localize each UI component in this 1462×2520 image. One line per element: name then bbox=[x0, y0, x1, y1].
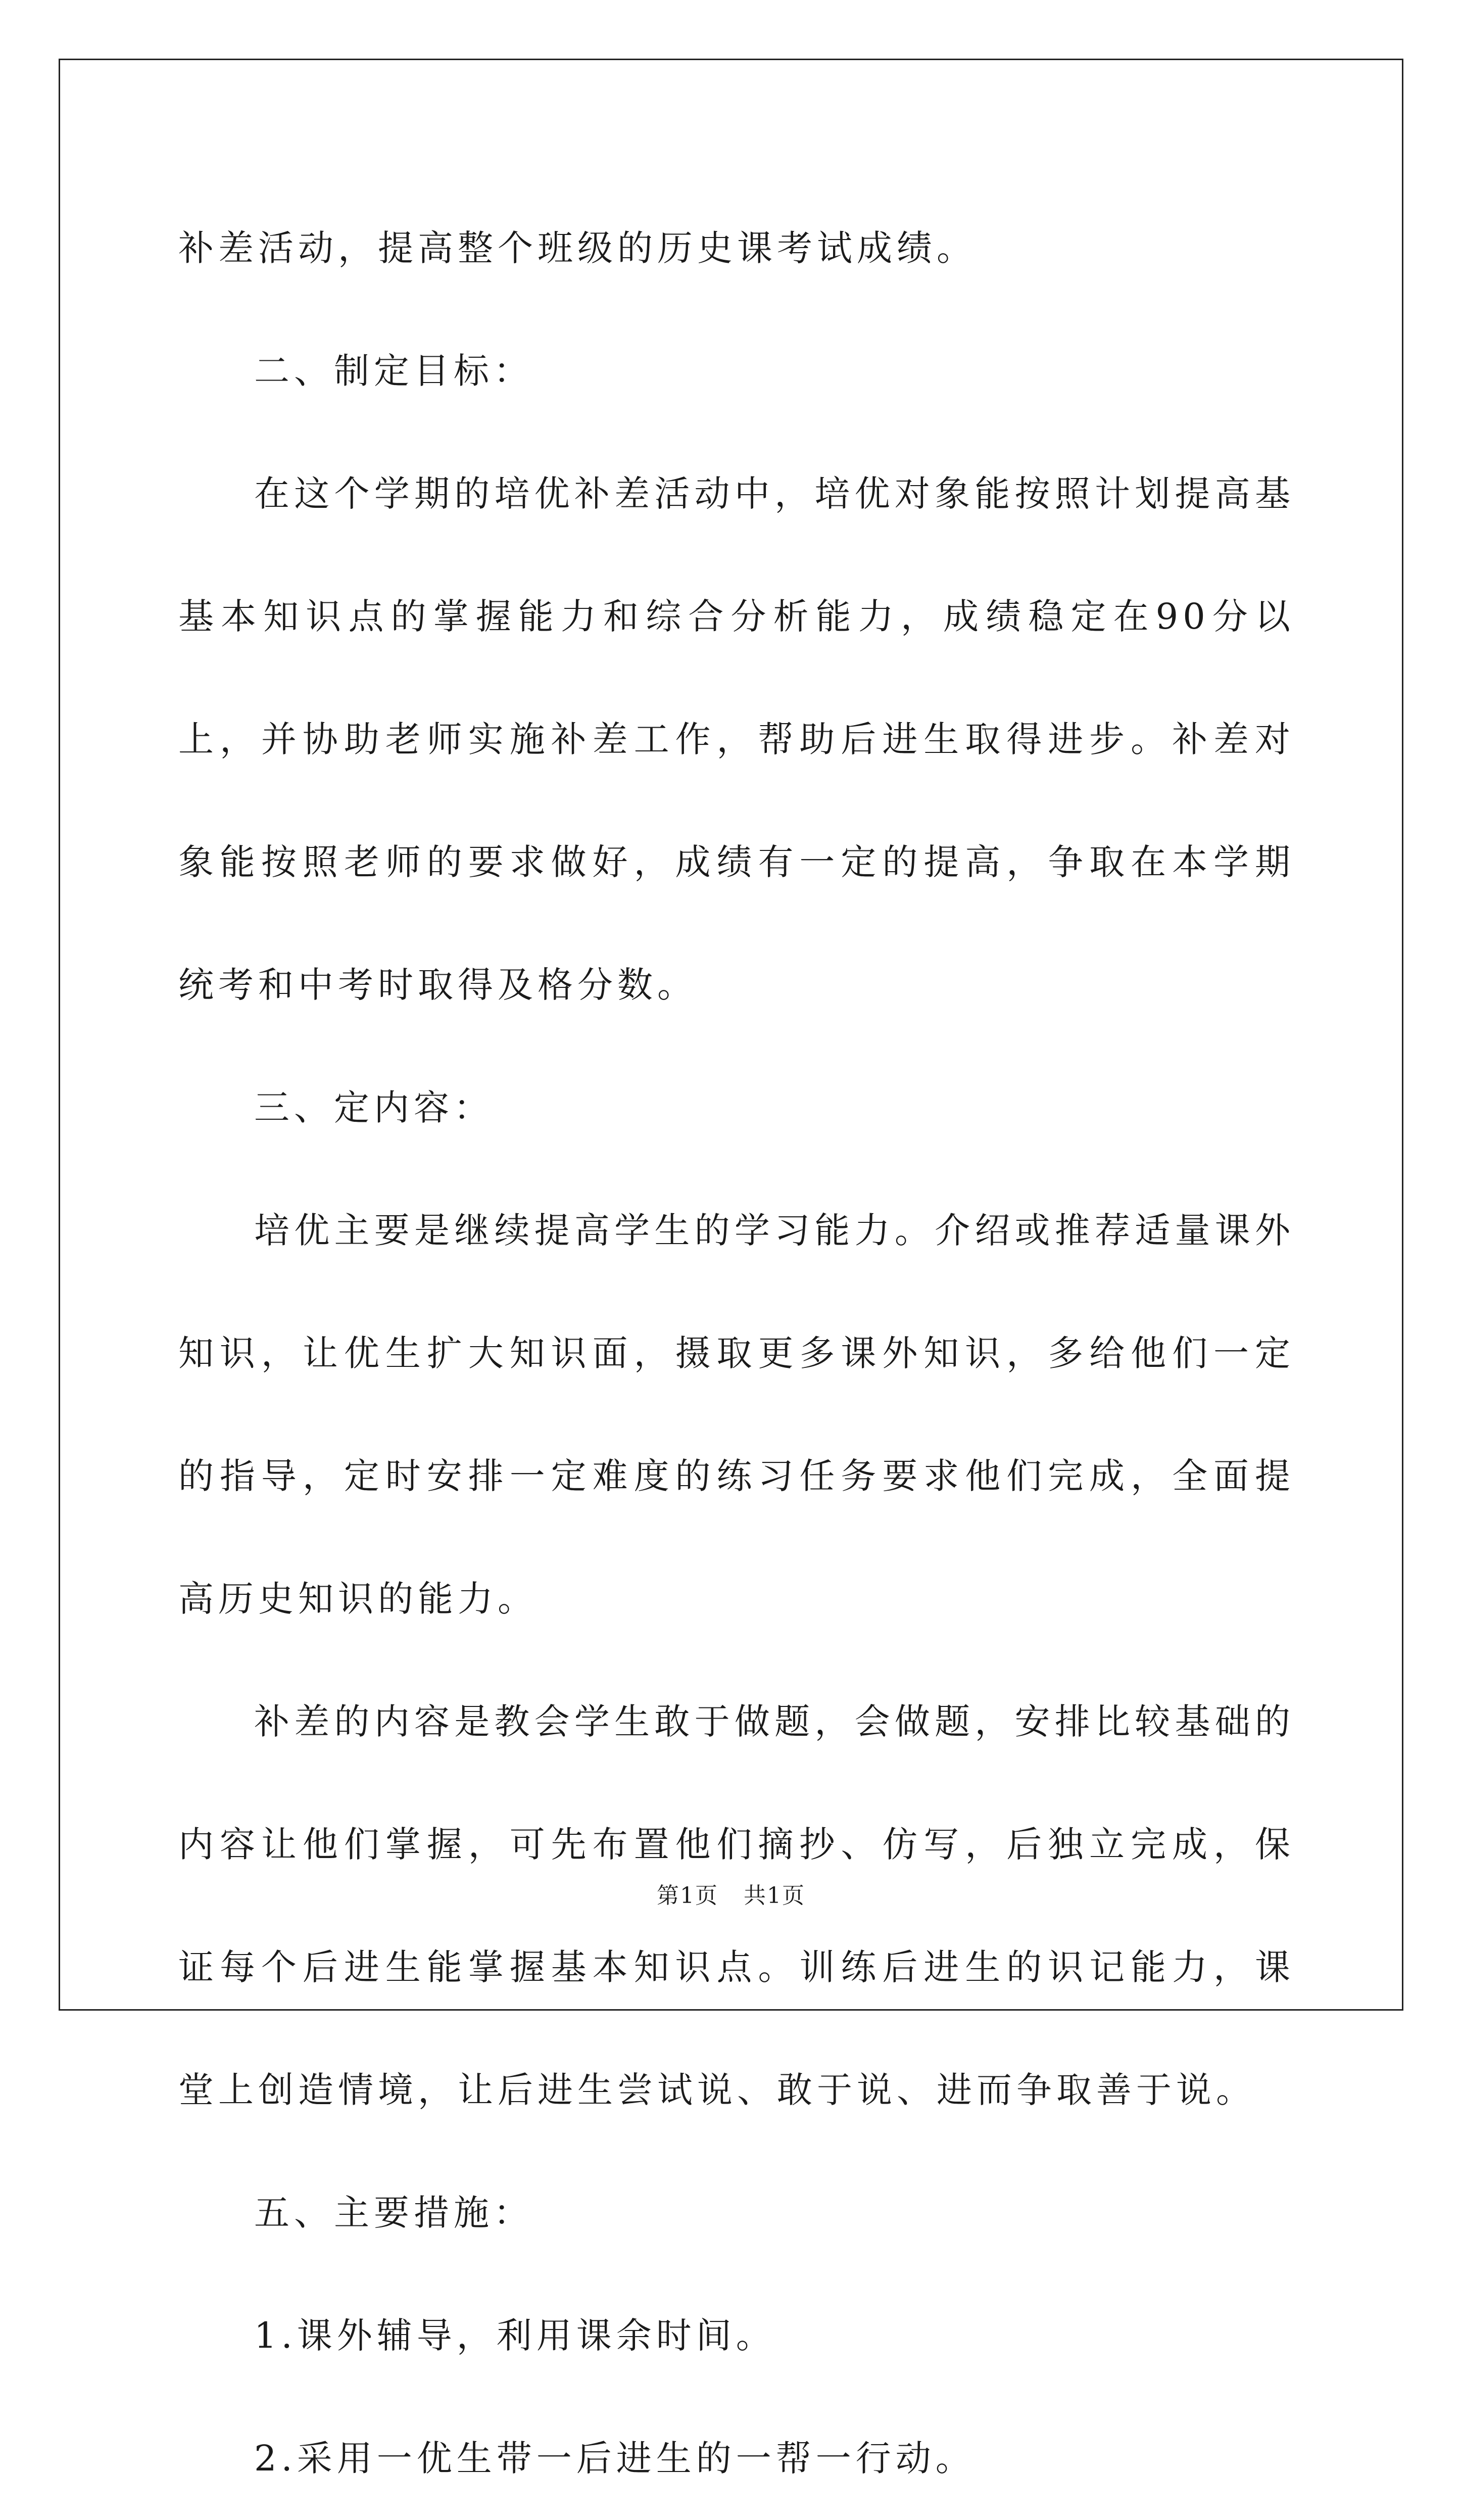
page-number-current: 第1页 bbox=[657, 1883, 718, 1909]
section-heading-content: 三、定内容： bbox=[254, 1087, 494, 1128]
section-heading-goals: 二、制定目标： bbox=[254, 350, 533, 392]
document-body bbox=[178, 187, 1295, 2520]
paragraph-advanced-students: 培优主要是继续提高学生的学习能力。介绍或推荐适量课外知识，让优生扩大知识面，摄取更多课外知识，多给他们一定的指导，定时安排一定难度的练习任务要求他们完成，全面提高历史知识的能力。 bbox=[178, 1210, 1295, 1620]
measure-item-2: 2.采用一优生带一后进生的一帮一行动。 bbox=[254, 2438, 976, 2479]
measure-item-1: 1.课外辅导，利用课余时间。 bbox=[254, 2315, 776, 2356]
paragraph-remedial-students: 补差的内容是教会学生敢于做题，会做题，安排比较基础的内容让他们掌握，可先布置他们摘抄、仿写，后独立完成，保证每个后进生能掌握基本知识点。训练后进生的识记能力，课堂上创造情境，让后进生尝试说、敢于说、进而争取善于说。 bbox=[178, 1701, 1295, 2111]
section-heading-measures: 五、主要措施： bbox=[254, 2192, 533, 2233]
paragraph-continuation: 补差活动，提高整个班级的历史课考试成绩。 bbox=[178, 227, 977, 269]
page-footer bbox=[0, 1877, 1462, 1910]
page-number-total: 共1页 bbox=[744, 1883, 805, 1909]
paragraph-goals: 在这个学期的培优补差活动中，培优对象能按照计划提高基基本知识点的掌握能力和综合分析能力，成绩稳定在90分以上，并协助老师实施补差工作，帮助后进生取得进步。补差对象能按照老师的要求做好，成绩有一定的提高，争取在本学期统考和中考时取得及格分数。 bbox=[178, 473, 1295, 1006]
